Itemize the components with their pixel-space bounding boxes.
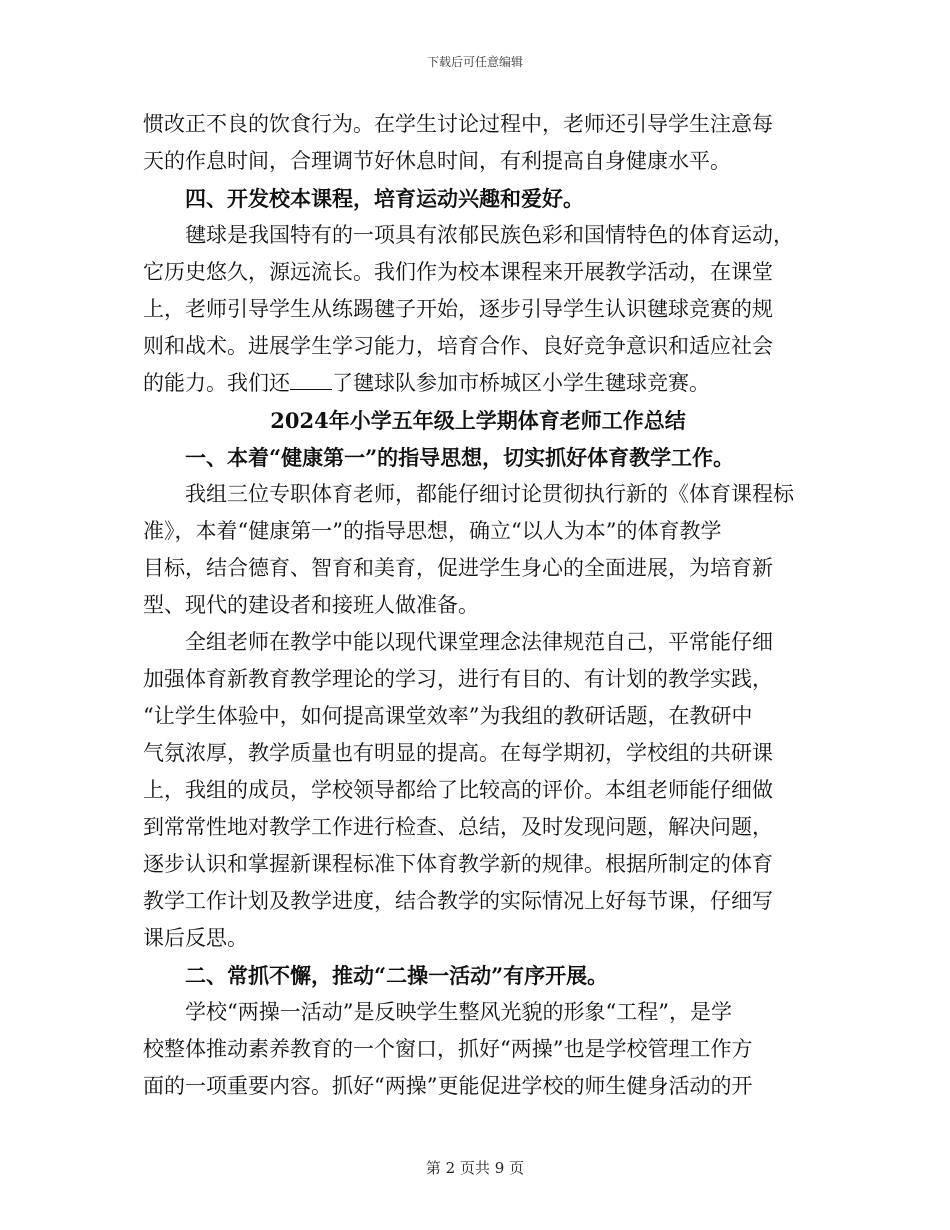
paragraph-line: 加强体育新教育教学理论的学习，进行有目的、有计划的教学实践， bbox=[143, 667, 773, 691]
paragraph-line: 全组老师在教学中能以现代课堂理念法律规范自己，平常能仔细 bbox=[185, 630, 773, 654]
section-heading: 四、开发校本课程，培育运动兴趣和爱好。 bbox=[185, 186, 584, 211]
paragraph-line: 逐步认识和掌握新课程标准下体育教学新的规律。根据所制定的体育 bbox=[143, 852, 773, 876]
line-text-after-blank: 了毽球队参加市桥城区小学生毽球竞赛。 bbox=[332, 371, 710, 395]
paragraph-line: 目标，结合德育、智育和美育，促进学生身心的全面进展，为培育新 bbox=[143, 556, 773, 580]
paragraph-line: 校整体推动素养教育的一个窗口，抓好“两操”也是学校管理工作方 bbox=[143, 1037, 753, 1061]
paragraph-line: 准》，本着“健康第一”的指导思想，确立“以人为本”的体育教学 bbox=[143, 519, 722, 543]
paragraph-line: 天的作息时间，合理调节好休息时间，有利提高自身健康水平。 bbox=[143, 149, 731, 173]
paragraph-line: 它历史悠久，源远流长。我们作为校本课程来开展教学活动，在课堂 bbox=[143, 260, 773, 284]
paragraph-line bbox=[143, 365, 813, 402]
section-heading: 二、常抓不懈，推动“二操一活动”有序开展。 bbox=[185, 963, 609, 988]
paragraph-line: 上，我组的成员，学校领导都给了比较高的评价。本组老师能仔细做 bbox=[143, 778, 773, 802]
page-header: 下载后可任意编辑 bbox=[426, 55, 523, 69]
document-body bbox=[143, 106, 813, 1105]
section-heading: 一、本着“健康第一”的指导思想，切实抓好体育教学工作。 bbox=[185, 445, 735, 470]
paragraph-line: 面的一项重要内容。抓好“两操”更能促进学校的师生健身活动的开 bbox=[143, 1074, 753, 1098]
paragraph-line: 气氛浓厚，教学质量也有明显的提高。在每学期初，学校组的共研课 bbox=[143, 741, 773, 765]
line-text-before-blank: 的能力。我们还 bbox=[143, 371, 290, 395]
paragraph-line: 惯改正不良的饮食行为。在学生讨论过程中，老师还引导学生注意每 bbox=[143, 112, 773, 136]
fill-in-blank bbox=[290, 369, 332, 390]
paragraph-line: 型、现代的建设者和接班人做准备。 bbox=[143, 593, 479, 617]
paragraph-line: 到常常性地对教学工作进行检查、总结，及时发现问题，解决问题， bbox=[143, 815, 773, 839]
paragraph-line: 我组三位专职体育老师，都能仔细讨论贯彻执行新的《体育课程标 bbox=[185, 482, 794, 506]
paragraph-line: 学校“两操一活动”是反映学生整风光貌的形象“工程”，是学 bbox=[185, 1000, 732, 1024]
paragraph-line: 毽球是我国特有的一项具有浓郁民族色彩和国情特色的体育运动， bbox=[185, 223, 794, 247]
paragraph-line: “让学生体验中，如何提高课堂效率”为我组的教研话题，在教研中 bbox=[143, 704, 753, 728]
page-footer: 第 2 页共 9 页 bbox=[425, 1159, 525, 1177]
paragraph-line: 上，老师引导学生从练踢毽子开始，逐步引导学生认识毽球竞赛的规 bbox=[143, 297, 773, 321]
paragraph-line: 则和战术。进展学生学习能力，培育合作、良好竞争意识和适应社会 bbox=[143, 334, 773, 358]
paragraph-line: 教学工作计划及教学进度，结合教学的实际情况上好每节课，仔细写 bbox=[143, 889, 773, 913]
paragraph-line: 课后反思。 bbox=[143, 926, 248, 950]
document-title: 2024年小学五年级上学期体育老师工作总结 bbox=[270, 408, 686, 433]
